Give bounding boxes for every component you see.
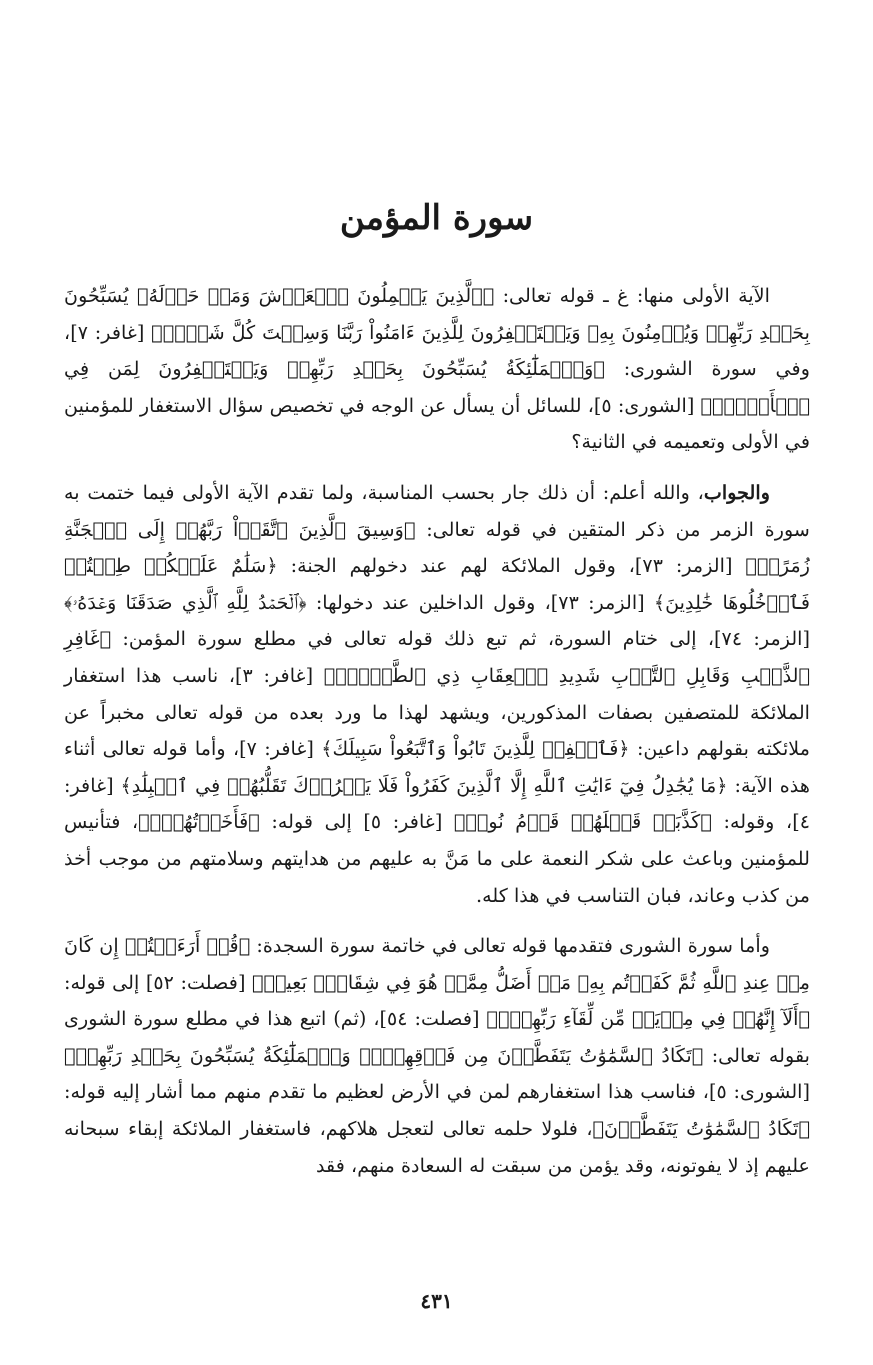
- paragraph-text: الآية الأولى منها: غ ـ قوله تعالى: ﴿ٱلَّذِينَ يَحۡمِلُونَ ٱلۡعَرۡشَ وَمَنۡ حَوۡلَهُۥ يُسَبِّحُونَ بِحَمۡدِ رَبِّهِمۡ وَيُؤۡمِنُونَ بِهِۦ وَيَسۡتَغۡفِرُونَ لِلَّذِينَ ءَامَنُواْ رَبَّنَا وَسِعۡتَ كُلَّ شَيۡءٖ﴾ [غافر: ٧]، وفي سورة الشورى: ﴿وَٱلۡمَلَٰٓئِكَةُ يُسَبِّحُونَ بِحَمۡدِ رَبِّهِمۡ وَيَسۡتَغۡفِرُونَ لِمَن فِي ٱلۡأَرۡضِۗ﴾ [الشورى: ٥]، للسائل أن يسأل عن الوجه في تخصيص سؤال الاستغفار للمؤمنين في الأولى وتعميمه في الثانية؟: [64, 284, 810, 454]
- paragraph-text: وأما سورة الشورى فتقدمها قوله تعالى في خاتمة سورة السجدة: ﴿قُلۡ أَرَءَيۡتُمۡ إِن كَانَ مِنۡ عِندِ ٱللَّهِ ثُمَّ كَفَرۡتُم بِهِۦ مَنۡ أَضَلُّ مِمَّنۡ هُوَ فِي شِقَاقِۭ بَعِيدٖ﴾ [فصلت: ٥٢] إلى قوله: ﴿أَلَآ إِنَّهُمۡ فِي مِرۡيَةٖ مِّن لِّقَآءِ رَبِّهِمۡۗ﴾ [فصلت: ٥٤]، (ثم) اتبع هذا في مطلع سورة الشورى بقوله تعالى: ﴿تَكَادُ ٱلسَّمَٰوَٰتُ يَتَفَطَّرۡنَ مِن فَوۡقِهِنَّۚ وَٱلۡمَلَٰٓئِكَةُ يُسَبِّحُونَ بِحَمۡدِ رَبِّهِمۡ﴾ [الشورى: ٥]، فناسب هذا استغفارهم لمن في الأرض لعظيم ما تقدم منهم مما أشار إليه قوله: ﴿تَكَادُ ٱلسَّمَٰوَٰتُ يَتَفَطَّرۡنَ﴾، فلولا حلمه تعالى لتعجل هلاكهم، فاستغفار الملائكة إبقاء سبحانه عليهم إذ لا يفوتونه، وقد يؤمن من سبقت له السعادة منهم، فقد: [64, 934, 810, 1177]
- body-text: [64, 278, 810, 1198]
- page-number: ٤٣١: [420, 1289, 453, 1313]
- paragraph-answer: [64, 475, 810, 914]
- paragraph-lead: والجواب: [703, 480, 770, 504]
- paragraph-shura: [64, 928, 810, 1184]
- page-title: سورة المؤمن: [339, 198, 534, 238]
- paragraph-question: [64, 278, 810, 461]
- paragraph-text: ، والله أعلم: أن ذلك جار بحسب المناسبة، ولما تقدم الآية الأولى فيما ختمت به سورة الزمر من ذكر المتقين في قوله تعالى: ﴿وَسِيقَ ٱلَّذِينَ ٱتَّقَوۡاْ رَبَّهُمۡ إِلَى ٱلۡجَنَّةِ زُمَرًاۖ﴾ [الزمر: ٧٣]، وقول الملائكة لهم عند دخولهم الجنة: ﴿سَلَٰمٌ عَلَيۡكُمۡ طِبۡتُمۡ فَٱدۡخُلُوهَا خَٰلِدِينَ﴾ [الزمر: ٧٣]، وقول الداخلين عند دخولها: ﴿ٱلۡحَمۡدُ لِلَّهِ ٱلَّذِي صَدَقَنَا وَعۡدَهُۥ﴾ [الزمر: ٧٤]، إلى ختام السورة، ثم تبع ذلك قوله تعالى في مطلع سورة المؤمن: ﴿غَافِرِ ٱلذَّنۢبِ وَقَابِلِ ٱلتَّوۡبِ شَدِيدِ ٱلۡعِقَابِ ذِي ٱلطَّوۡلِۖ﴾ [غافر: ٣]، ناسب هذا استغفار الملائكة للمتصفين بصفات المذكورين، ويشهد لهذا ما ورد بعده من قوله تعالى مخبراً عن ملائكته بقولهم داعين: ﴿فَٱغۡفِرۡ لِلَّذِينَ تَابُواْ وَٱتَّبَعُواْ سَبِيلَكَ﴾ [غافر: ٧]، وأما قوله تعالى أثناء هذه الآية: ﴿مَا يُجَٰدِلُ فِيٓ ءَايَٰتِ ٱللَّهِ إِلَّا ٱلَّذِينَ كَفَرُواْ فَلَا يَغۡرُرۡكَ تَقَلُّبُهُمۡ فِي ٱلۡبِلَٰدِ﴾ [غافر: ٤]، وقوله: ﴿كَذَّبَتۡ قَبۡلَهُمۡ قَوۡمُ نُوحٖ﴾ [غافر: ٥] إلى قوله: ﴿فَأَخَذۡتُهُمۡۖ﴾، فتأنيس للمؤمنين وباعث على شكر النعمة على ما مَنَّ به عليهم من هدايتهم وسلامتهم من موجب أخذ من كذب وعاند، فبان التناسب في هذا كله.: [64, 480, 811, 907]
